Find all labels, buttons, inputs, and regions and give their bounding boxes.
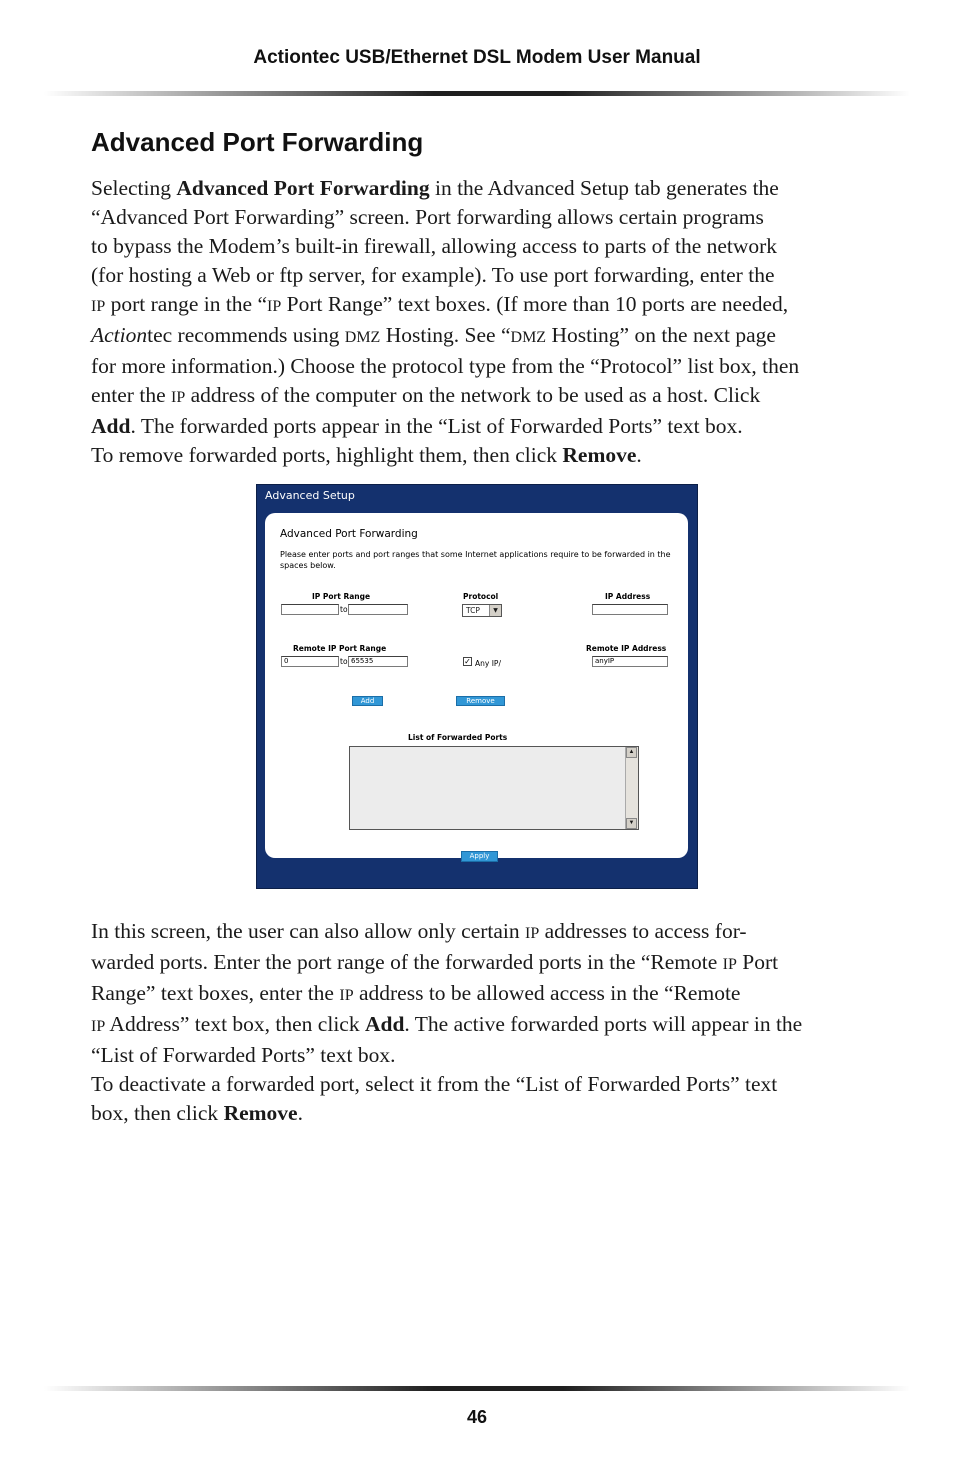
remote-ip-address-label: Remote IP Address	[586, 644, 667, 653]
any-ip-checkbox[interactable]: ✓	[464, 657, 471, 666]
ip-port-range-label: IP Port Range	[312, 592, 371, 601]
running-header: Actiontec USB/Ethernet DSL Modem User Manual	[253, 47, 701, 68]
followup-paragraph: In this screen, the user can also allow only certain IP addresses to access for- warded ports. Enter the port range of the forwarded ports in the “Remote IP Port Range” text boxes, enter the IP address to be allowed access in the “Remote IP Address” text box, then click Add. The active forwarded ports will appear in the “List of Forwarded Ports” text box. To deactivate a forwarded port, select it from the “List of Forwarded Ports” text box, then click Remove.	[91, 919, 803, 1125]
list-scrollbar[interactable]	[625, 747, 638, 829]
remove-button[interactable]: Remove	[456, 696, 505, 706]
port-range-from-input[interactable]	[281, 604, 339, 615]
scroll-up-icon[interactable]: ▲	[626, 747, 637, 758]
port-range-to-input[interactable]	[348, 604, 408, 615]
remote-ip-port-range-label: Remote IP Port Range	[293, 644, 387, 653]
header-rule	[44, 91, 910, 96]
apply-button[interactable]: Apply	[461, 851, 498, 862]
panel-title: Advanced Port Forwarding	[280, 528, 418, 540]
protocol-value: TCP	[466, 606, 480, 615]
ip-address-label: IP Address	[605, 592, 651, 601]
intro-paragraph: Selecting Advanced Port Forwarding in the Advanced Setup tab generates the “Advanced Port Forwarding” screen. Port forwarding allows certain programs to bypass the Modem’s built-in firewall, allowing access to parts of the network (for hosting a Web or ftp server, for example). To use port forwarding, enter the IP port range in the “IP Port Range” text boxes. (If more than 10 ports are needed, Actiontec recommends using DMZ Hosting. See “DMZ Hosting” on the next page for more information.) Choose the protocol type from the “Protocol” list box, then enter the IP address of the computer on the network to be used as a host. Click Add. The forwarded ports appear in the “List of Forwarded Ports” text box. To remove forwarded ports, highlight them, then click Remove.	[91, 176, 800, 467]
port-forwarding-panel	[265, 513, 688, 858]
remote-ip-input[interactable]: anyIP	[592, 656, 668, 667]
section-heading: Advanced Port Forwarding	[91, 127, 424, 157]
forwarded-ports-list[interactable]	[349, 746, 639, 830]
chevron-down-icon[interactable]: ▼	[489, 605, 501, 616]
add-button[interactable]: Add	[352, 696, 383, 706]
protocol-label: Protocol	[463, 592, 499, 601]
forwarded-ports-label: List of Forwarded Ports	[408, 733, 508, 742]
remote-port-to-input[interactable]: 65535	[348, 656, 408, 667]
any-ip-label: Any IP/	[475, 659, 501, 668]
window-title: Advanced Setup	[265, 489, 355, 502]
protocol-select[interactable]	[462, 604, 502, 617]
to-label: to	[340, 657, 348, 666]
remote-port-from-input[interactable]: 0	[281, 656, 339, 667]
ip-address-input[interactable]	[592, 604, 668, 615]
advanced-setup-screenshot	[256, 484, 698, 889]
page-number: 46	[466, 1407, 488, 1427]
footer-rule	[44, 1386, 910, 1391]
panel-description: Please enter ports and port ranges that some Internet applications require to be forwarded in the spaces below.	[280, 550, 671, 570]
to-label: to	[340, 605, 348, 614]
scroll-down-icon[interactable]: ▼	[626, 818, 637, 829]
